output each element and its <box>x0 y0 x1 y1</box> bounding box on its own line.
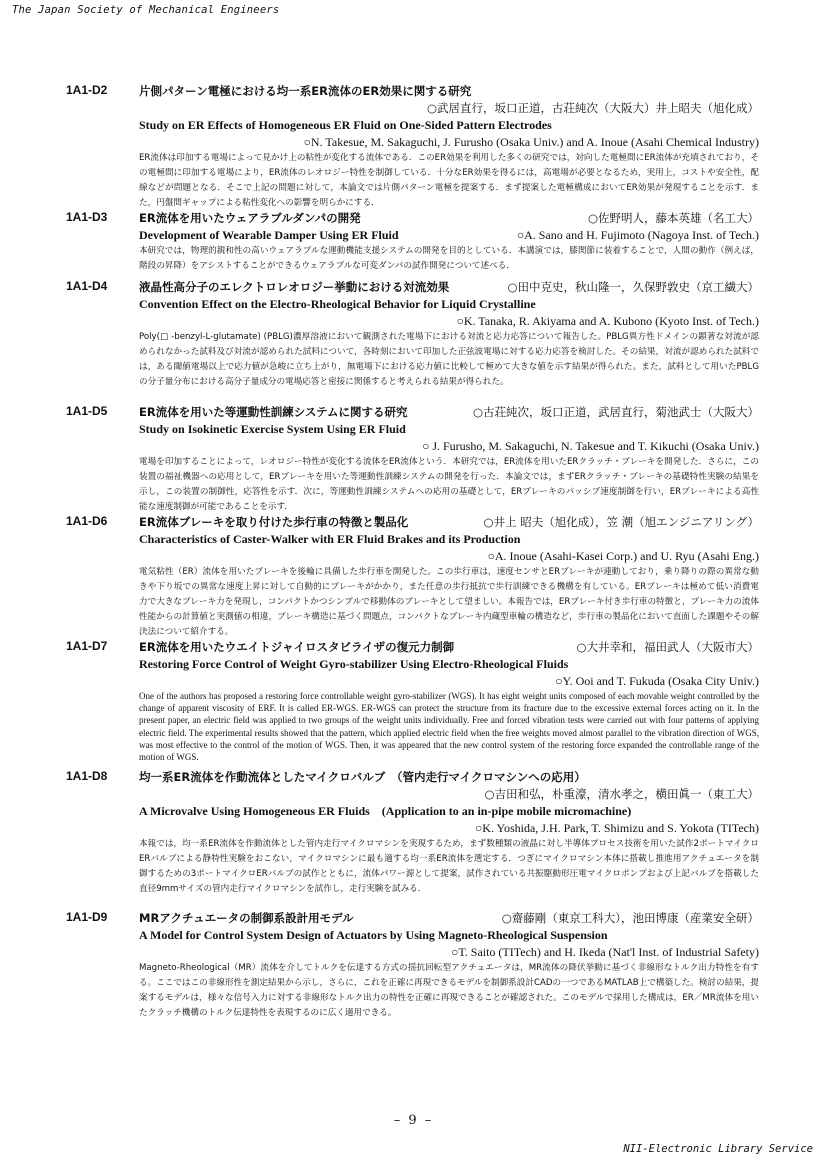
ja-title: ER流体ブレーキを取り付けた歩行車の特徴と製品化 <box>139 515 409 529</box>
en-title: Study on Isokinetic Exercise System Using ER Fluid <box>139 422 406 436</box>
entry-id: 1A1-D4 <box>66 279 108 293</box>
ja-title: ER流体を用いたウエイトジャイロスタビライザの復元力制御 <box>139 640 455 654</box>
ja-authors: ○齋藤剛（東京工科大），池田博康（産業安全研） <box>501 911 759 925</box>
en-authors: ○A. Inoue (Asahi-Kasei Corp.) and U. Ryu (Asahi Eng.) <box>487 549 759 563</box>
entry-content <box>139 404 759 515</box>
header-society-name: The Japan Society of Mechanical Engineers <box>12 4 280 16</box>
footer-service-name: NII-Electronic Library Service <box>623 1143 813 1155</box>
en-title: Development of Wearable Damper Using ER Fluid <box>139 228 399 242</box>
ja-authors: ○吉田和弘，朴重濠，清水孝之，横田眞一（東工大） <box>484 787 759 801</box>
en-title: Characteristics of Caster-Walker with ER Fluid Brakes and its Production <box>139 532 521 546</box>
abstract: 本研究では，物理的親和性の高いウェアラブルな運動機能支援システムの開発を目的としている．本講演では，膝関節に装着することで，人間の動作（例えば，階段の昇降）をアシストすることができるウェアラブルな可変ダンパの試作開発について述べる． <box>139 246 759 271</box>
entry-id: 1A1-D8 <box>66 769 108 783</box>
entry-content <box>139 210 759 274</box>
en-title: A Model for Control System Design of Actuators by Using Magneto-Rheological Suspension <box>139 928 608 942</box>
ja-authors: ○田中克史，秋山隆一，久保野敦史（京工繊大） <box>507 280 759 294</box>
en-authors: ○T. Saito (TITech) and H. Ikeda (Nat'l Inst. of Industrial Safety) <box>451 945 759 959</box>
entry-content <box>139 514 759 640</box>
abstract: 本報では，均一系ER流体を作動流体とした管内走行マイクロマシンを実現するため，まず数種類の液晶に対し半導体プロセス技術を用いた試作2ポートマイクロERバルブによる静特性実験をおこない，マイクロマシンに最も適する均一系ER流体を選定する．つぎにマイクロマシン本体に搭載し推進用アクチュエータを制御するための3ポートマイクロERバルブの試作とともに，流体パワー源として提案，試作されている共振駆動形圧電マイクロポンプおよび上記バルブを搭載した直径9mmサイズの管内走行マイクロマシンを試作し，走行実験を試みる． <box>139 839 759 894</box>
en-title: Convention Effect on the Electro-Rheological Behavior for Liquid Crystalline <box>139 297 536 311</box>
entry-id: 1A1-D9 <box>66 910 108 924</box>
entry-id: 1A1-D7 <box>66 639 108 653</box>
ja-title: ER流体を用いた等運動性訓練システムに関する研究 <box>139 405 408 419</box>
entry-content <box>139 83 759 211</box>
entry-id: 1A1-D6 <box>66 514 108 528</box>
ja-authors: ○井上 昭夫（旭化成），笠 潮（旭エンジニアリング） <box>483 515 759 529</box>
ja-authors: ○古荘純次，坂口正道，武居直行，菊池武士（大阪大） <box>472 405 759 419</box>
abstract: 電気粘性（ER）流体を用いたブレーキを後輪に具備した歩行車を開発した。この歩行車は，速度センサとERブレーキが連動しており，乗り降りの際の異常な動きや下り坂での異常な速度上昇に対して自動的にブレーキがかかり，また任意の歩行抵抗で歩行訓練できる機構を有している。ERブレーキは極めて低い消費電力で大きなブレーキ力を発現し，コンパクトかつシンプルで移動体のブレーキとして望ましい。本報告では，ERブレーキ付き歩行車の特徴と，ブレーキ力の流体性能からの計算値と実測値の相違，ブレーキ構造に基づく問題点，コンパクトなブレーキ内蔵型車輪の構造など，歩行車の製品化において直面した課題やその解決法について紹介する。 <box>139 567 759 637</box>
en-authors: ○N. Takesue, M. Sakaguchi, J. Furusho (Osaka Univ.) and A. Inoue (Asahi Chemical Industry) <box>303 135 759 149</box>
ja-authors: ○大井幸和，福田武人（大阪市大） <box>576 640 759 654</box>
abstract: ER流体は印加する電場によって見かけ上の粘性が変化する流体である．このER効果を利用した多くの研究では，対向した電極間にER流体が充填されており，その電極間に印加する電場により，ER流体のレオロジー特性を制御している．十分なER効果を得るには，高電場が必要となるため，実用上，コストや安全性，配線などが問題となる．そこで上記の問題に対して，本論文では片側パターン電極を提案する．まず提案した電極構成においてER効果が発現することを示す．また，円盤間ギャップによる粘性変化への影響を明らかにする． <box>139 153 759 208</box>
abstract: Poly(□ -benzyl-L-glutamate) (PBLG)濃厚溶液において観測された電場下における対流と応力応答について報告した。PBLG異方性ドメインの顕著な対流が認められなかった試料及び対流が認められた試料について，各時刻において印加した正弦波電場に対する応力応答を検討した。その結果，対流が認められた試料では，ある閾値電場以上で応力値が急峻に立ち上がり，無電場下における応力値に比較して極めて大きな値を示す結果が得られた。また，試料として用いたPBLGの分子量分布における高分子量成分の電場応答と密接に関係すると考えられる結果が得られた。 <box>139 332 759 387</box>
abstract: One of the authors has proposed a restoring force controllable weight gyro-stabilizer (WGS). It has eight weight units composed of each movable weight controlled by the change of apparent viscosity of ERF. It is called ER-WGS. ER-WGS can protect the structure from its fracture due to the excessive external forces acting on it. In the present paper, an electric field was applied to two groups of the weight units individually. Free and forced vibration tests were carried out with four patterns of applying electric field. The experimental results showed that the pattern, which applied electric field when the free weights moved almost parallel to the vibration direction of WGS, was most effective to the control of the motion of WGS. Then, it was appeared that the new control system of the restoring force expanded the controllable range of the motion of WGS. <box>139 691 759 763</box>
ja-title: MRアクチュエータの制御系設計用モデル <box>139 911 354 925</box>
en-authors: ○K. Tanaka, R. Akiyama and A. Kubono (Kyoto Inst. of Tech.) <box>456 314 759 328</box>
ja-title: 片側パターン電極における均一系ER流体のER効果に関する研究 <box>139 84 472 98</box>
en-authors: ○K. Yoshida, J.H. Park, T. Shimizu and S. Yokota (TITech) <box>475 821 759 835</box>
abstract: Magneto-Rheological（MR）流体を介してトルクを伝達する方式の揺抗回転型アクチュエータは，MR流体の降伏挙動に基づく非線形なトルク出力特性を有する。ここではこの非線形性を測定結果から示し，さらに，これを正確に再現できるモデルを制御系設計CADの一つであるMATLAB上で構築した。検討の結果，提案するモデルは，様々な信号入力に対する非線形なトルク出力の特性を正確に再現できることが確認された。このモデルで採用した構成は，ER／MR流体を用いたクラッチ機構のトルク伝達特性を表現するのに広く適用できる。 <box>139 963 759 1018</box>
entry-content <box>139 910 759 1021</box>
ja-authors: ○佐野明人，藤本英雄（名工大） <box>587 211 759 225</box>
en-authors: ○Y. Ooi and T. Fukuda (Osaka City Univ.) <box>555 674 759 688</box>
ja-title: ER流体を用いたウェアラブルダンパの開発 <box>139 211 361 225</box>
entry-id: 1A1-D3 <box>66 210 108 224</box>
en-title: Study on ER Effects of Homogeneous ER Fluid on One-Sided Pattern Electrodes <box>139 118 552 132</box>
entry-content <box>139 769 759 897</box>
en-title: A Microvalve Using Homogeneous ER Fluids (Application to an in-pipe mobile micromachine) <box>139 804 632 818</box>
ja-title: 液晶性高分子のエレクトロレオロジー挙動における対流効果 <box>139 280 450 294</box>
abstract: 電場を印加することによって，レオロジー特性が変化する流体をER流体という．本研究では，ER流体を用いたERクラッチ・ブレーキを開発した．さらに，この装置の福祉機器への応用として，ERブレーキを用いた等運動性訓練システムの開発を行った．本論文では，まずERクラッチ・ブレーキの基礎特性実験の結果を示し，この装置の制御性，応答性を示す．次に，等運動性訓練システムへの応用の基礎として，ERブレーキのパッシブ速度制御を行い，ERブレーキによる高性能な速度制御が可能であることを示す． <box>139 457 759 512</box>
ja-title: 均一系ER流体を作動流体としたマイクロバルブ （管内走行マイクロマシンへの応用） <box>139 770 586 784</box>
entry-id: 1A1-D5 <box>66 404 108 418</box>
entry-content <box>139 279 759 390</box>
page-number: – 9 – <box>393 1113 434 1128</box>
en-title: Restoring Force Control of Weight Gyro-stabilizer Using Electro-Rheological Fluids <box>139 657 569 671</box>
ja-authors: ○武居直行，坂口正道，古荘純次（大阪大）井上昭夫（旭化成） <box>426 101 759 115</box>
entry-id: 1A1-D2 <box>66 83 108 97</box>
en-authors: ○ J. Furusho, M. Sakaguchi, N. Takesue and T. Kikuchi (Osaka Univ.) <box>422 439 759 453</box>
entry-content <box>139 639 759 763</box>
en-authors: ○A. Sano and H. Fujimoto (Nagoya Inst. of Tech.) <box>516 228 759 242</box>
